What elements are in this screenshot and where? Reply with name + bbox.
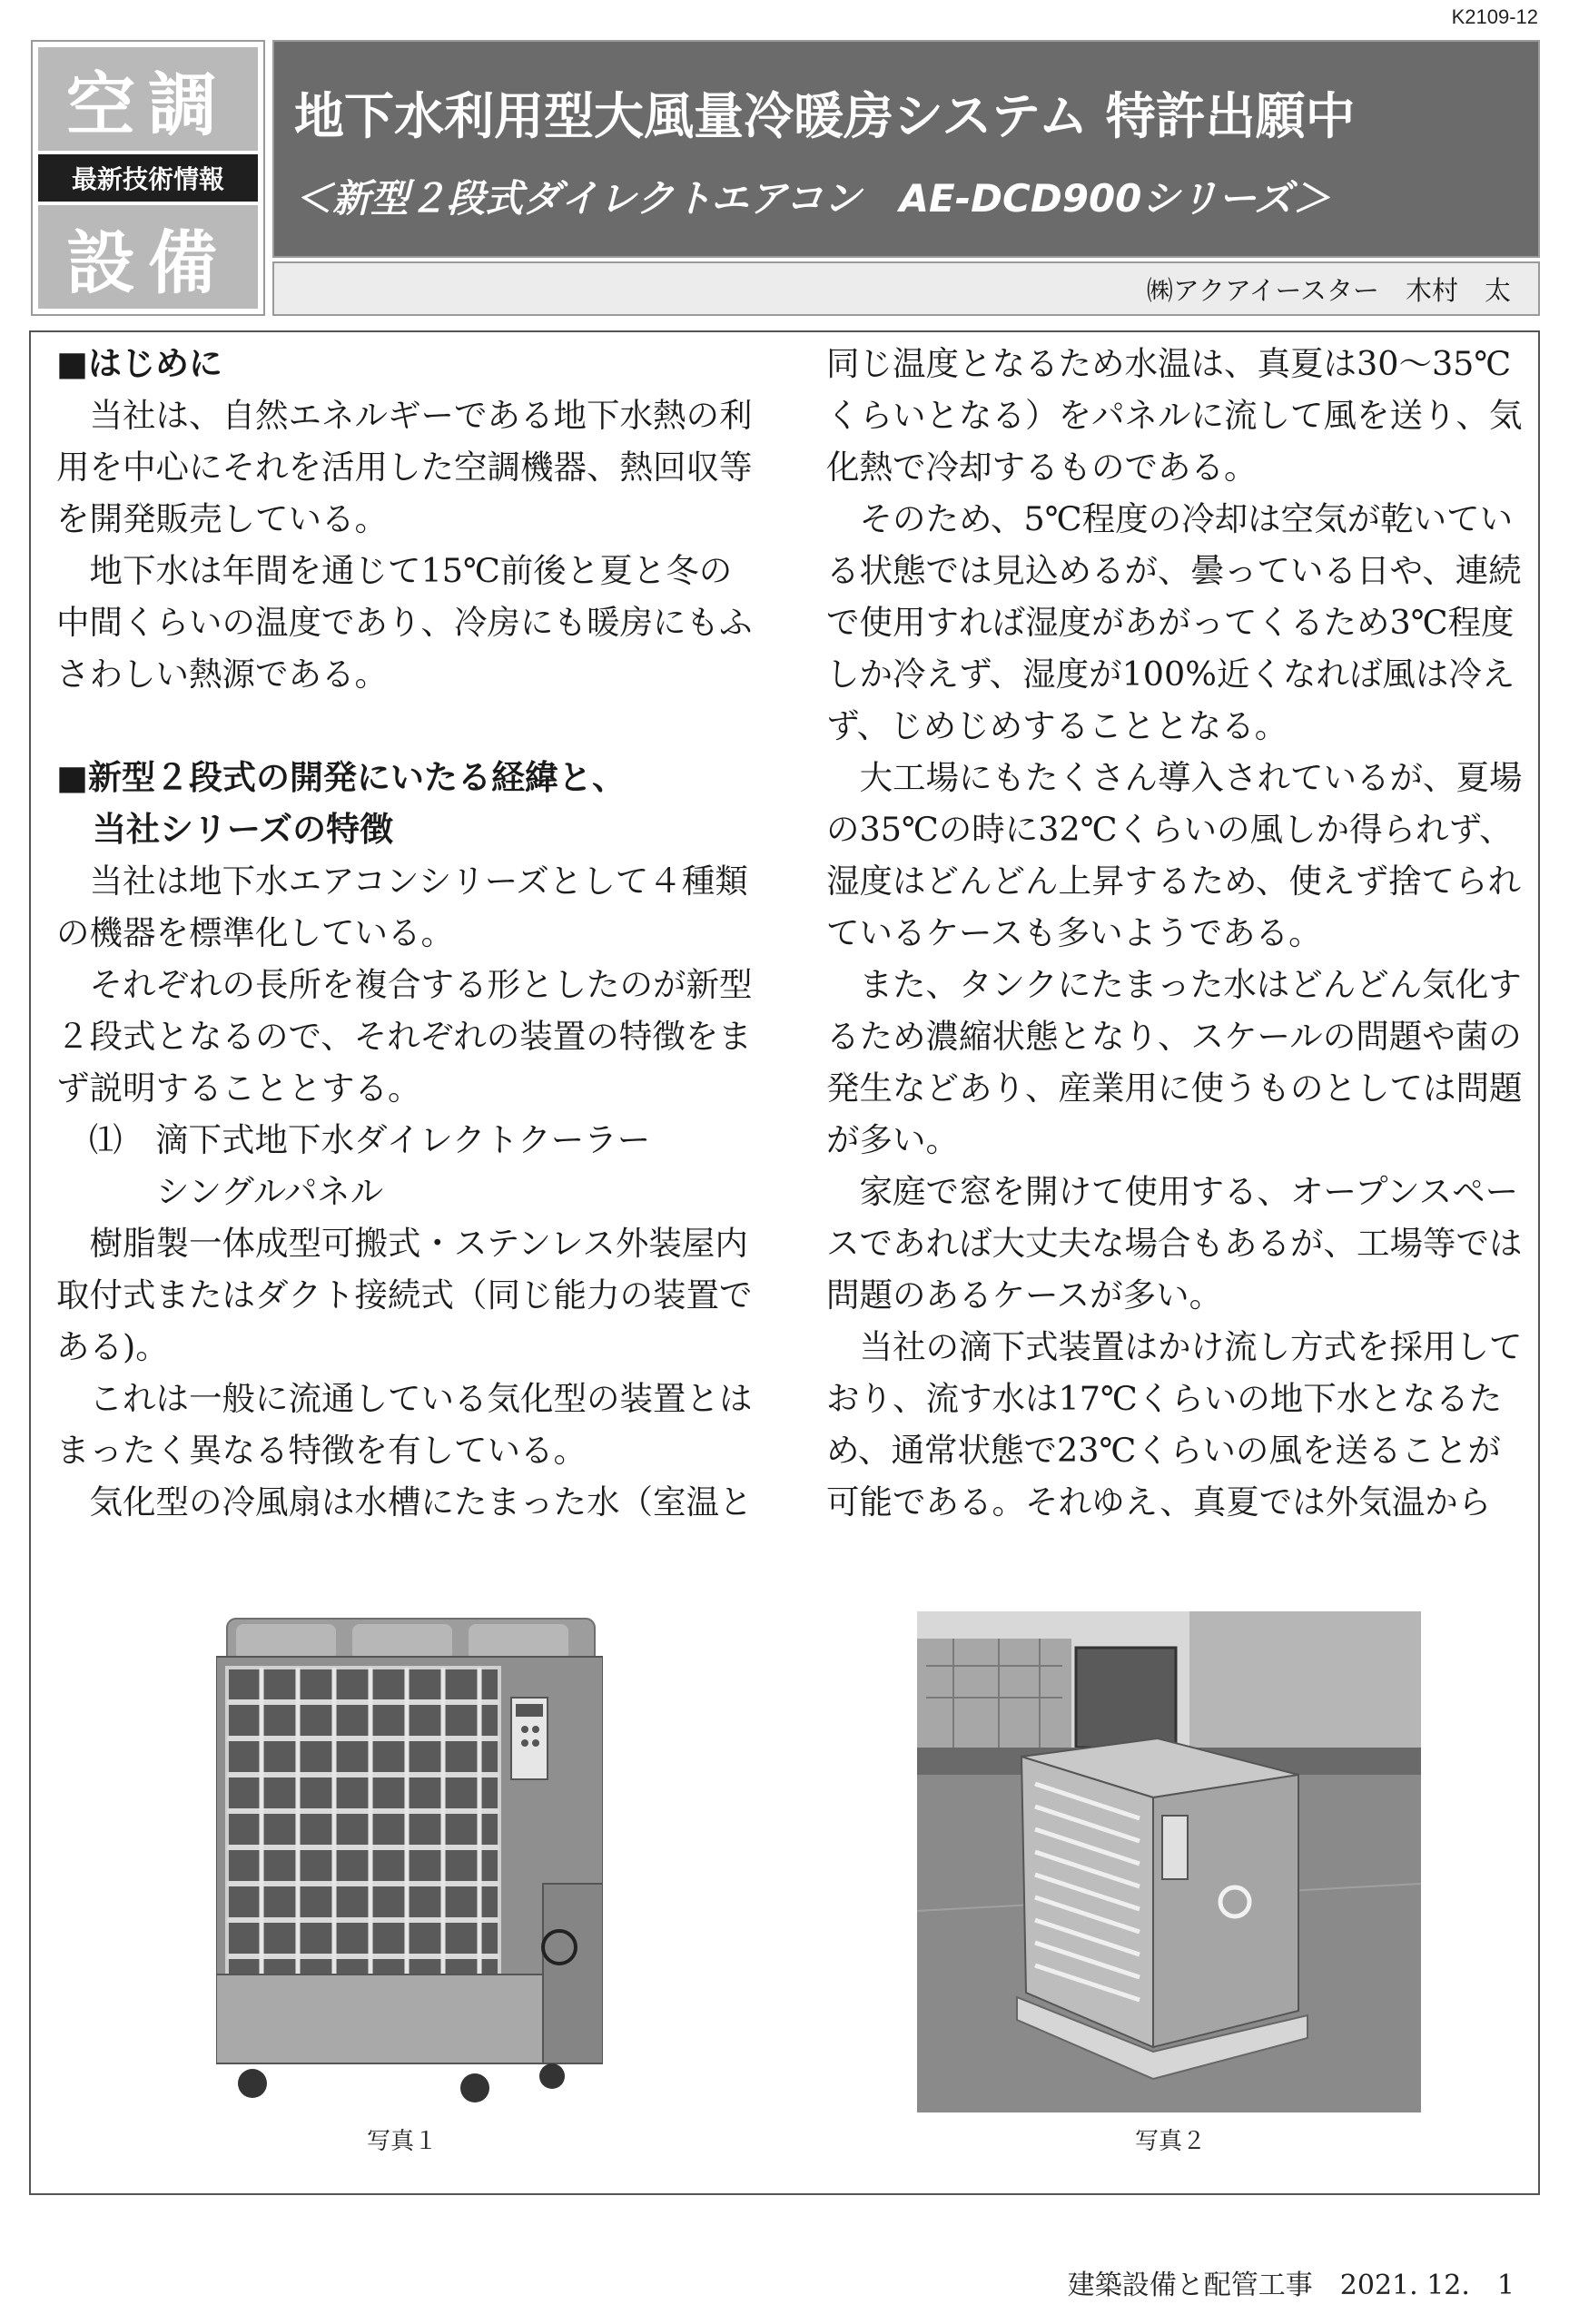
paragraph-line: を開発販売している。 bbox=[56, 499, 388, 538]
photo-portable-cooler bbox=[216, 1611, 603, 2115]
author-name: ㈱アクアイースター 木村 太 bbox=[1146, 274, 1511, 306]
paragraph-line: しか冷えず、湿度が100%近くなれば風は冷え bbox=[826, 655, 1515, 694]
paragraph-line: 家庭で窓を開けて使用する、オープンスペー bbox=[859, 1172, 1519, 1211]
paragraph-line: 取付式またはダクト接続式（同じ能力の装置で bbox=[56, 1275, 753, 1315]
paragraph-line: 用を中心にそれを活用した空調機器、熱回収等 bbox=[56, 448, 753, 487]
title-bar bbox=[272, 40, 1540, 258]
document-code: K2109-12 bbox=[1451, 5, 1538, 28]
paragraph-line: 大工場にもたくさん導入されているが、夏場 bbox=[859, 758, 1523, 797]
paragraph-line: 問題のあるケースが多い。 bbox=[826, 1275, 1223, 1315]
paragraph-line: 地下水は年間を通じて15℃前後と夏と冬の bbox=[89, 551, 733, 590]
paragraph-line: 樹脂製一体成型可搬式・ステンレス外装屋内 bbox=[89, 1224, 748, 1263]
photo2-caption: 写真２ bbox=[1135, 2128, 1207, 2155]
section-heading-intro: ■はじめに bbox=[56, 344, 222, 383]
article-title: 地下水利用型大風量冷暖房システム 特許出願中 bbox=[294, 87, 1356, 145]
article-subtitle: ＜新型２段式ダイレクトエアコン AE-DCD900シリーズ＞ bbox=[294, 176, 1331, 221]
category-middle: 最新技術情報 bbox=[38, 154, 258, 202]
paragraph-line: それぞれの長所を複合する形としたのが新型 bbox=[89, 965, 753, 1004]
paragraph-line: くらいとなる）をパネルに流して風を送り、気 bbox=[826, 396, 1523, 435]
paragraph-line: 当社は地下水エアコンシリーズとして４種類 bbox=[89, 862, 748, 901]
section-heading-development-cont: 当社シリーズの特徴 bbox=[93, 810, 394, 849]
list-item-heading-cont: シングルパネル bbox=[156, 1172, 384, 1211]
paragraph-line: ２段式となるので、それぞれの装置の特徴をま bbox=[56, 1017, 752, 1056]
list-item-heading: ⑴ 滴下式地下水ダイレクトクーラー bbox=[89, 1120, 651, 1159]
paragraph-line: 湿度はどんどん上昇するため、使えず捨てられ bbox=[826, 862, 1522, 901]
paragraph-line: そのため、5℃程度の冷却は空気が乾いてい bbox=[859, 499, 1514, 538]
paragraph-line: が多い。 bbox=[826, 1120, 959, 1159]
paragraph-line: 発生などあり、産業用に使うものとしては問題 bbox=[826, 1068, 1523, 1108]
page-footer: 建築設備と配管工事 2021. 12. 1 bbox=[1067, 2270, 1515, 2301]
paragraph-line: る状態では見込めるが、曇っている日や、連続 bbox=[826, 551, 1522, 590]
paragraph-line: 化熱で冷却するものである。 bbox=[826, 448, 1258, 487]
paragraph-line: おり、流す水は17℃くらいの地下水となるた bbox=[826, 1379, 1503, 1418]
paragraph-line: 同じ温度となるため水温は、真夏は30～35℃ bbox=[826, 344, 1512, 383]
paragraph-line: 気化型の冷風扇は水槽にたまった水（室温と bbox=[89, 1482, 753, 1521]
paragraph-line: まったく異なる特徴を有している。 bbox=[56, 1431, 587, 1470]
section-heading-development: ■新型２段式の開発にいたる経緯と、 bbox=[56, 758, 626, 797]
paragraph-line: め、通常状態で23℃くらいの風を送ることが bbox=[826, 1431, 1501, 1470]
paragraph-line: の機器を標準化している。 bbox=[56, 913, 454, 952]
paragraph-line: さわしい熱源である。 bbox=[56, 655, 388, 694]
paragraph-line: の35℃の時に32℃くらいの風しか得られず、 bbox=[826, 810, 1513, 849]
left-column bbox=[56, 338, 765, 1528]
paragraph-line: ず、じめじめすることとなる。 bbox=[826, 706, 1288, 745]
category-box bbox=[31, 40, 265, 316]
paragraph-line: また、タンクにたまった水はどんどん気化す bbox=[859, 965, 1522, 1004]
paragraph-line: これは一般に流通している気化型の装置とは bbox=[89, 1379, 753, 1418]
category-top: 空調 bbox=[38, 47, 258, 151]
paragraph-line: 中間くらいの温度であり、冷房にも暖房にもふ bbox=[56, 603, 753, 642]
paragraph-line: ず説明することとする。 bbox=[56, 1068, 421, 1108]
paragraph-line: ているケースも多いようである。 bbox=[826, 913, 1322, 952]
author-bar bbox=[272, 261, 1540, 316]
category-bottom: 設備 bbox=[38, 205, 258, 309]
paragraph-line: るため濃縮状態となり、スケールの問題や菌の bbox=[826, 1017, 1522, 1056]
paragraph-line: 当社の滴下式装置はかけ流し方式を採用して bbox=[859, 1327, 1523, 1366]
paragraph-line: スであれば大丈夫な場合もあるが、工場等では bbox=[826, 1224, 1523, 1263]
paragraph-line: で使用すれば湿度があがってくるため3℃程度 bbox=[826, 603, 1515, 642]
right-column bbox=[826, 338, 1534, 1528]
photo-stainless-unit bbox=[917, 1611, 1421, 2112]
paragraph-line: 可能である。それゆえ、真夏では外気温から bbox=[826, 1482, 1492, 1521]
photo1-caption: 写真１ bbox=[367, 2128, 439, 2155]
paragraph-line: ある)。 bbox=[56, 1327, 169, 1366]
paragraph-line: 当社は、自然エネルギーである地下水熱の利 bbox=[89, 396, 753, 435]
